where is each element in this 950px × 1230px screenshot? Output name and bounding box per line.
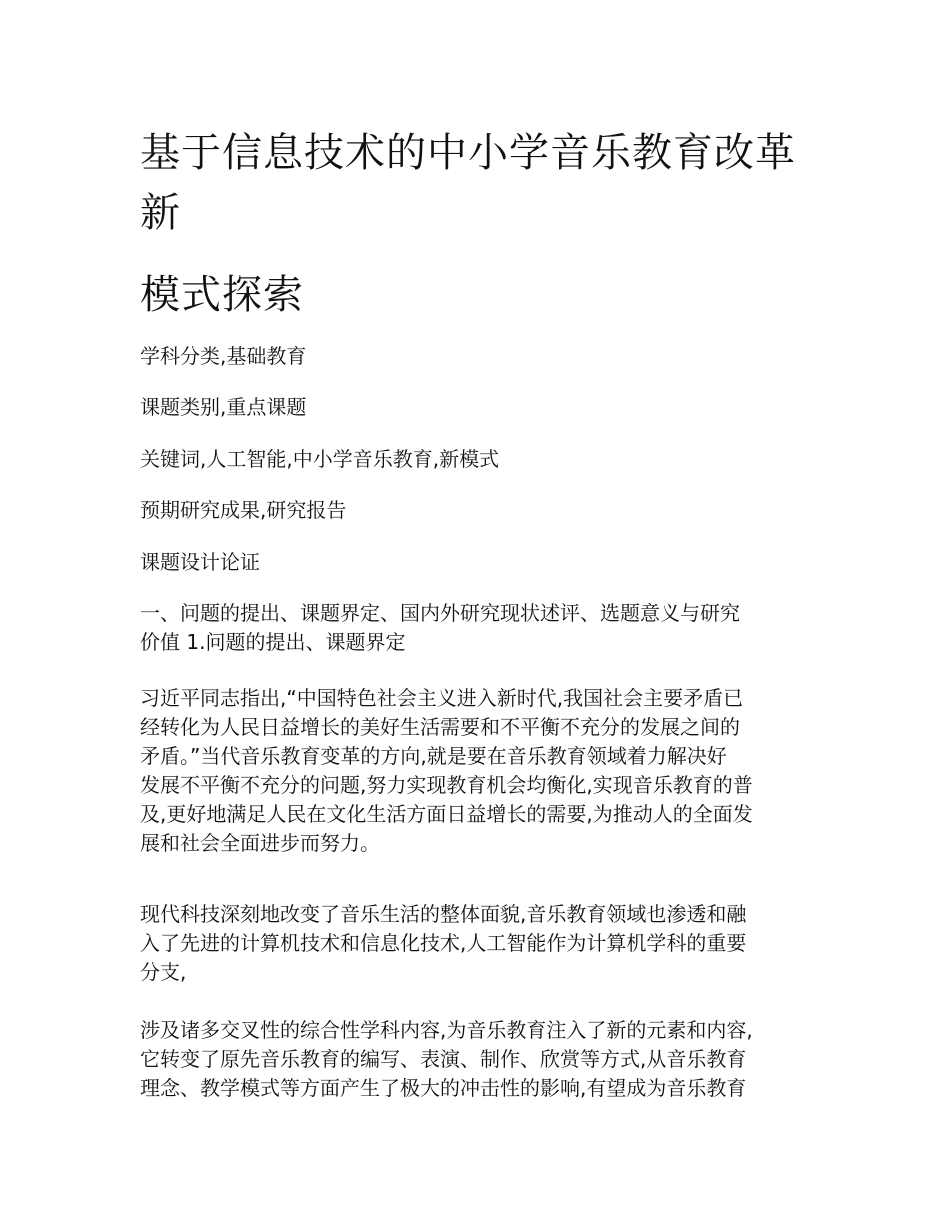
paragraph-line: 经转化为人民日益增长的美好生活需要和不平衡不充分的发展之间的 [140,715,740,739]
paragraph-line: 入了先进的计算机技术和信息化技术,人工智能作为计算机学科的重要 [140,931,747,955]
design-heading: 课题设计论证 [140,550,260,574]
paragraph-line: 分支, [140,960,187,984]
expected-result: 预期研究成果,研究报告 [140,498,347,522]
paragraph-line: 涉及诸多交叉性的综合性学科内容,为音乐教育注入了新的元素和内容, [140,1018,753,1042]
section-heading [140,599,812,657]
paragraph-line: 现代科技深刻地改变了音乐生活的整体面貌,音乐教育领域也渗透和融 [140,902,747,926]
document-title-line-2: 新 [140,190,181,236]
subject-classification: 学科分类,基础教育 [140,344,307,368]
paragraph-line: 矛盾。”当代音乐教育变革的方向,就是要在音乐教育领域着力解决好 [140,744,727,768]
project-category: 课题类别,重点课题 [140,395,307,419]
paragraph-line: 展和社会全面进步而努力。 [140,831,380,855]
keywords: 关键词,人工智能,中小学音乐教育,新模式 [140,447,500,471]
paragraph-line: 它转变了原先音乐教育的编写、表演、制作、欣赏等方式,从音乐教育 [140,1047,747,1071]
paragraph-line: 及,更好地满足人民在文化生活方面日益增长的需要,为推动人的全面发 [140,802,753,826]
paragraph-1 [140,684,812,858]
paragraph-line: 理念、教学模式等方面产生了极大的冲击性的影响,有望成为音乐教育 [140,1076,747,1100]
paragraph-2 [140,900,812,987]
paragraph-3 [140,1016,812,1103]
document-title-line-3: 模式探索 [140,272,304,318]
paragraph-line: 习近平同志指出,“中国特色社会主义进入新时代,我国社会主要矛盾已 [140,686,744,710]
document-title-line-1: 基于信息技术的中小学音乐教育改革 [140,130,796,176]
section-heading-line: 一、问题的提出、课题界定、国内外研究现状述评、选题意义与研究 [140,601,740,625]
section-heading-line: 价值 1.问题的提出、课题界定 [140,630,406,654]
paragraph-line: 发展不平衡不充分的问题,努力实现教育机会均衡化,实现音乐教育的普 [140,773,753,797]
